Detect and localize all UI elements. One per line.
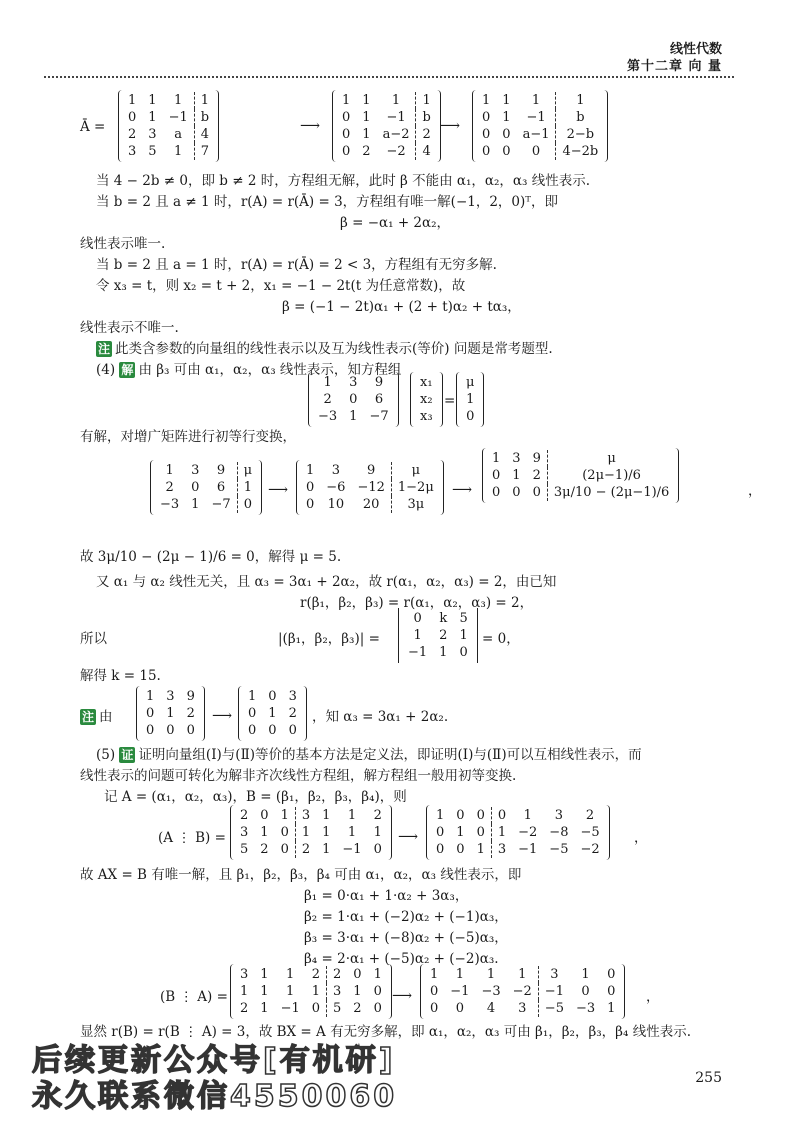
matrix-n3 (482, 448, 679, 507)
matrix-cell: 0 (482, 144, 491, 159)
matrix-cell: 1 (275, 807, 296, 824)
text-line: 线性表示不唯一. (80, 320, 179, 336)
matrix-cell: 9 (527, 450, 548, 467)
matrix-cell: 3 (349, 375, 358, 390)
matrix-cell: 1 (322, 842, 331, 857)
matrix-cell: 0 (527, 484, 548, 501)
matrix-cell: 1 (301, 825, 311, 840)
matrix-cell: 1 (455, 967, 464, 982)
matrix-cell: −3 (481, 984, 501, 999)
matrix-cell: 0 (349, 392, 358, 407)
matrix-cell: μ (466, 375, 475, 390)
matrix-cell: −6 (326, 480, 346, 495)
matrix-cell: −3 (318, 409, 338, 424)
matrix-cell: 1 (200, 93, 210, 108)
matrix-cell: 2 (323, 392, 332, 407)
matrix-cell: 0 (243, 497, 252, 512)
matrix-cell: 1 (260, 967, 269, 982)
matrix-cell: −1 (280, 1001, 300, 1016)
matrix-cell: 3 (507, 1000, 539, 1017)
arrow-icon: ⟶ (398, 829, 419, 845)
arrow-icon: ⟶ (452, 482, 473, 498)
system-x-vector (410, 372, 443, 431)
system-b-vector (456, 372, 484, 431)
matrix-cell: 0 (306, 1000, 327, 1017)
formula-line: β₃ = 3·α₁ + (−8)α₂ + (−5)α₃， (304, 930, 508, 946)
matrix-cell: 1 (517, 92, 556, 109)
matrix-cell: −3 (160, 497, 180, 512)
matrix-ab1 (230, 805, 392, 864)
matrix-cell: 1 (471, 841, 492, 858)
matrix-cell: 0 (306, 480, 315, 495)
matrix-m1 (118, 90, 219, 166)
matrix-cell: 3 (512, 451, 521, 466)
proof-badge: 证 (121, 748, 134, 762)
matrix-cell: −7 (369, 409, 389, 424)
arrow-icon: ⟶ (440, 118, 461, 134)
matrix-cell: (2μ−1)/6 (582, 468, 641, 483)
matrix-cell: a (163, 126, 195, 143)
det-lhs: |(β₁，β₂，β₃)| = (278, 631, 380, 647)
arrow-icon: ⟶ (212, 708, 233, 724)
matrix-cell: 1 (165, 463, 174, 478)
matrix-cell: 0 (456, 808, 465, 823)
matrix-cell: 1 (459, 628, 468, 643)
note-badge: 注 (82, 710, 95, 724)
matrix-cell: −2 (518, 825, 538, 840)
note2-pre: 由 (99, 709, 113, 725)
matrix-cell: b (200, 110, 210, 125)
matrix-cell: 1 (260, 984, 269, 999)
matrix-cell: −2 (377, 143, 416, 160)
matrix-cell: a−1 (517, 126, 556, 143)
matrix-cell: 0 (342, 110, 351, 125)
text-line: 故 3μ/10 − (2μ − 1)/6 = 0，解得 μ = 5. (80, 549, 342, 565)
matrix-cell: 3 (148, 127, 157, 142)
matrix-cell: 0 (581, 984, 590, 999)
matrix-cell: 1 (502, 93, 511, 108)
header-divider (44, 76, 734, 78)
matrix-cell: −1 (342, 842, 362, 857)
matrix-cell: 9 (205, 462, 237, 479)
note-line (96, 340, 553, 358)
matrix-cell: 1 (248, 689, 257, 704)
part5-label: (5) (96, 747, 116, 763)
matrix-cell: −5 (544, 1001, 564, 1016)
matrix-cell: 2 (240, 1001, 249, 1016)
matrix-cell: 3 (166, 689, 175, 704)
matrix-nt2 (238, 686, 307, 745)
matrix-cell: 1 (148, 93, 157, 108)
matrix-cell: 1 (362, 127, 371, 142)
formula-line: β = −α₁ + 2α₂， (340, 215, 451, 231)
matrix-cell: −8 (549, 825, 569, 840)
matrix-n1 (150, 460, 262, 519)
solution-badge: 解 (121, 363, 134, 377)
matrix-cell: 1 (492, 451, 501, 466)
ab-lhs: (A ⋮ B) = (158, 830, 226, 846)
note-badge: 注 (98, 342, 111, 356)
matrix-m3 (472, 90, 608, 166)
matrix-cell: 0 (342, 127, 351, 142)
matrix-cell: 1 (413, 628, 422, 643)
note2-prefix (80, 708, 113, 726)
text-line: 当 b = 2 且 a = 1 时，r(A) = r(Ā) = 2 < 3，方程组有无穷多解. (96, 257, 497, 273)
matrix-cell: 2 (186, 706, 195, 721)
matrix-cell: 1 (268, 706, 277, 721)
matrix-cell: −5 (580, 825, 600, 840)
matrix-cell: 1 (512, 468, 521, 483)
det-rhs: = 0， (482, 631, 520, 647)
text-line: 又 α₁ 与 α₂ 线性无关，且 α₃ = 3α₁ + 2α₂，故 r(α₁，α₂，α₃) = 2，由已知 (96, 574, 557, 590)
matrix-n2 (296, 460, 444, 519)
matrix-cell: 5 (148, 144, 157, 159)
matrix-cell: 1 (482, 93, 491, 108)
matrix-cell: 1 (486, 967, 496, 982)
matrix-cell: 2 (585, 808, 595, 823)
matrix-cell: 2 (362, 144, 371, 159)
abar-label: Ā = (80, 119, 106, 135)
text-line: 线性表示唯一. (80, 236, 166, 252)
formula-line: β₂ = 1·α₁ + (−2)α₂ + (−1)α₃， (304, 909, 508, 925)
matrix-cell: 0 (353, 967, 362, 982)
matrix-cell: 2 (373, 808, 382, 823)
matrix-cell: 1 (507, 966, 539, 983)
matrix-cell: 0 (482, 127, 491, 142)
matrix-cell: 1 (243, 480, 252, 495)
matrix-cell: 0 (430, 984, 439, 999)
matrix-cell: 0 (275, 824, 296, 841)
matrix-m2 (332, 90, 441, 166)
header-book-title: 线性代数 (669, 42, 722, 57)
matrix-cell: 3 (331, 463, 340, 478)
equals-sign: = (444, 393, 456, 409)
matrix-cell: 2 (439, 628, 448, 643)
matrix-cell: 1 (430, 967, 439, 982)
matrix-cell: 1 (581, 967, 590, 982)
matrix-cell: 2 (240, 808, 249, 823)
matrix-cell: 0 (248, 706, 257, 721)
matrix-cell: 1 (466, 392, 475, 407)
matrix-cell: 0 (128, 110, 137, 125)
matrix-cell: 0 (248, 723, 257, 738)
matrix-cell: 0 (342, 144, 351, 159)
matrix-cell: μ (243, 463, 253, 478)
matrix-cell: 1 (362, 93, 371, 108)
formula-line: β = (−1 − 2t)α₁ + (2 + t)α₂ + tα₃， (282, 299, 521, 315)
matrix-cell: −1 (163, 109, 195, 126)
matrix-ba2 (420, 964, 625, 1023)
text-line: 显然 r(B) = r(B ⋮ A) = 3，故 BX = A 有无穷多解，即 α₁，α₂，α₃ 可由 β₁，β₂，β₃，β₄ 线性表示. (80, 1024, 691, 1040)
matrix-cell: 0 (186, 723, 195, 738)
comma: ， (646, 989, 660, 1005)
matrix-cell: 2 (422, 127, 431, 142)
matrix-cell: 3 (497, 842, 507, 857)
matrix-cell: 9 (186, 689, 195, 704)
matrix-cell: −2 (507, 983, 539, 1000)
matrix-cell: 1 (456, 825, 465, 840)
matrix-cell: 0 (607, 984, 616, 999)
matrix-cell: 1 (342, 93, 351, 108)
matrix-cell: 1 (349, 409, 358, 424)
matrix-cell: 0 (413, 611, 422, 626)
text-line: 所以 (80, 631, 107, 647)
matrix-cell: 3 (240, 967, 249, 982)
matrix-cell: 1 (373, 967, 382, 982)
matrix-cell: 0 (492, 468, 501, 483)
matrix-cell: 0 (146, 723, 155, 738)
matrix-cell: −1 (408, 645, 428, 660)
matrix-cell: b (576, 110, 585, 125)
matrix-cell: μ (411, 463, 421, 478)
matrix-cell: 7 (200, 144, 210, 159)
matrix-cell: 1 (240, 984, 249, 999)
matrix-cell: 0 (373, 1001, 382, 1016)
matrix-cell: x₁ (420, 375, 433, 390)
matrix-cell: 2−b (566, 127, 595, 142)
arrow-icon: ⟶ (268, 482, 289, 498)
watermark-line-1: 后续更新公众号[有机研] (32, 1043, 396, 1078)
matrix-cell: 0 (436, 842, 445, 857)
matrix-cell: 6 (205, 479, 237, 496)
formula-line: r(β₁，β₂，β₃) = r(α₁，α₂，α₃) = 2， (300, 595, 534, 611)
matrix-cell: x₃ (420, 409, 433, 424)
matrix-cell: 2 (301, 842, 311, 857)
arrow-icon: ⟶ (392, 988, 413, 1004)
comma: ， (748, 483, 762, 499)
matrix-cell: 5 (240, 842, 249, 857)
matrix-ba1 (230, 964, 392, 1023)
matrix-cell: −1 (517, 109, 556, 126)
part4-text: 由 β₃ 可由 α₁，α₂，α₃ 线性表示，知方程组 (138, 362, 402, 378)
ba-lhs: (B ⋮ A) = (160, 989, 228, 1005)
matrix-cell: 1 (148, 110, 157, 125)
matrix-cell: 6 (374, 392, 384, 407)
matrix-cell: −1 (544, 984, 564, 999)
matrix-cell: 1 (373, 825, 382, 840)
text-line: 故 AX = B 有唯一解，且 β₁，β₂，β₃，β₄ 可由 α₁，α₂，α₃ 线性表示，即 (80, 867, 522, 883)
matrix-cell: 0 (459, 645, 468, 660)
matrix-cell: 0 (260, 808, 269, 823)
matrix-cell: a−2 (377, 126, 416, 143)
matrix-cell: 3 (191, 463, 200, 478)
matrix-cell: 0 (497, 808, 507, 823)
matrix-cell: 0 (492, 485, 501, 500)
matrix-cell: 3 (301, 808, 311, 823)
system-coef-matrix (308, 372, 399, 431)
matrix-cell: 0 (466, 409, 475, 424)
matrix-cell: 1 (286, 984, 295, 999)
matrix-cell: −12 (351, 479, 391, 496)
formula-line: β₁ = 0·α₁ + 1·α₂ + 3α₃， (304, 888, 469, 904)
matrix-cell: 1 (146, 689, 155, 704)
text-line: 当 b = 2 且 a ≠ 1 时，r(A) = r(Ā) = 3，方程组有唯一解(−1，2，0)ᵀ，即 (96, 194, 558, 210)
matrix-cell: 1 (260, 1001, 269, 1016)
matrix-cell: 0 (288, 723, 297, 738)
matrix-cell: 1 (502, 110, 511, 125)
matrix-cell: 1 (286, 967, 295, 982)
matrix-cell: 1 (523, 808, 532, 823)
matrix-cell: 1 (306, 983, 327, 1000)
matrix-cell: 1 (306, 463, 315, 478)
matrix-cell: 0 (268, 689, 277, 704)
matrix-cell: 9 (374, 375, 384, 390)
matrix-cell: 0 (430, 1001, 439, 1016)
matrix-cell: 1 (323, 375, 332, 390)
matrix-cell: 3 (240, 825, 249, 840)
page-number: 255 (695, 1070, 722, 1086)
text-line: 令 x₃ = t，则 x₂ = t + 2，x₁ = −1 − 2t(t 为任意常数)，故 (96, 278, 466, 294)
matrix-cell: 4 (486, 1001, 496, 1016)
matrix-cell: 3 (288, 689, 297, 704)
matrix-cell: μ (607, 451, 616, 466)
part4-label: (4) (96, 362, 116, 378)
matrix-cell: 1 (322, 825, 331, 840)
matrix-cell: 10 (327, 497, 345, 512)
matrix-cell: 1 (322, 808, 331, 823)
matrix-cell: 3 (128, 144, 137, 159)
matrix-cell: 0 (455, 1001, 464, 1016)
matrix-cell: 1 (607, 1001, 616, 1016)
determinant (398, 608, 478, 667)
matrix-cell: −1 (518, 842, 538, 857)
matrix-cell: 0 (275, 841, 296, 858)
matrix-cell: 4 (200, 127, 210, 142)
matrix-cell: 1 (436, 808, 445, 823)
matrix-cell: 3 (554, 808, 564, 823)
matrix-cell: 2 (165, 480, 174, 495)
matrix-cell: 2 (333, 967, 342, 982)
part5-line (96, 746, 642, 764)
matrix-cell: 0 (373, 984, 382, 999)
matrix-cell: −3 (575, 1001, 596, 1016)
matrix-cell: 3μ/10 − (2μ−1)/6 (553, 485, 670, 500)
matrix-cell: 20 (351, 496, 391, 513)
matrix-cell: b (422, 110, 431, 125)
matrix-cell: 0 (306, 497, 315, 512)
matrix-cell: 1 (128, 93, 137, 108)
matrix-ab2 (426, 805, 610, 864)
note2-post: ，知 α₃ = 3α₁ + 2α₂. (312, 709, 449, 725)
matrix-cell: 1 (347, 825, 357, 840)
matrix-cell: 0 (471, 824, 492, 841)
matrix-cell: 3 (550, 967, 559, 982)
comma: ， (634, 830, 648, 846)
matrix-cell: 0 (456, 842, 465, 857)
matrix-cell: 1 (422, 93, 431, 108)
matrix-cell: 2 (353, 1001, 362, 1016)
matrix-cell: −7 (205, 496, 237, 513)
matrix-cell: 5 (459, 611, 468, 626)
matrix-cell: 2 (288, 706, 297, 721)
matrix-cell: 4−2b (562, 144, 599, 159)
matrix-cell: −1 (377, 109, 416, 126)
matrix-cell: 1 (163, 92, 195, 109)
header-chapter: 第十二章 向 量 (626, 59, 722, 74)
matrix-cell: 2 (527, 467, 548, 484)
matrix-cell: x₂ (420, 392, 433, 407)
matrix-cell: 1 (191, 497, 200, 512)
matrix-cell: k (439, 611, 448, 626)
matrix-cell: 3 (333, 984, 342, 999)
matrix-cell: 0 (607, 967, 616, 982)
matrix-cell: 0 (146, 706, 155, 721)
matrix-cell: 1 (576, 93, 585, 108)
matrix-cell: −2 (580, 842, 600, 857)
matrix-cell: 1 (377, 92, 416, 109)
matrix-cell: 3μ (407, 497, 425, 512)
matrix-cell: 5 (333, 1001, 342, 1016)
text-line: 解得 k = 15. (80, 668, 161, 684)
matrix-cell: 0 (268, 723, 277, 738)
matrix-cell: 2 (306, 966, 327, 983)
arrow-icon: ⟶ (300, 118, 321, 134)
matrix-cell: 0 (191, 480, 200, 495)
matrix-nt1 (136, 686, 205, 745)
matrix-cell: 0 (436, 825, 445, 840)
matrix-cell: 0 (482, 110, 491, 125)
formula-line: β₄ = 2·α₁ + (−5)α₂ + (−2)α₃. (304, 951, 499, 967)
text-line: 线性表示的问题可转化为解非齐次线性方程组，解方程组一般用初等变换. (80, 768, 517, 784)
matrix-cell: 1 (260, 825, 269, 840)
matrix-cell: 1 (347, 808, 357, 823)
matrix-cell: 2 (260, 842, 269, 857)
part5-text: 证明向量组(Ⅰ)与(Ⅱ)等价的基本方法是定义法，即证明(Ⅰ)与(Ⅱ)可以互相线性表示，而 (138, 747, 642, 763)
matrix-cell: 9 (351, 462, 391, 479)
matrix-cell: 1−2μ (397, 480, 434, 495)
matrix-cell: 1 (353, 984, 362, 999)
matrix-cell: 1 (163, 143, 195, 160)
watermark-line-2: 永久联系微信4550060 (32, 1079, 398, 1114)
matrix-cell: 0 (502, 144, 511, 159)
text-line: 记 A = (α₁，α₂，α₃)，B = (β₁，β₂，β₃，β₄)，则 (104, 789, 407, 805)
text-line: 当 4 − 2b ≠ 0，即 b ≠ 2 时，方程组无解，此时 β 不能由 α₁，α₂，α₃ 线性表示. (96, 173, 591, 189)
matrix-cell: 0 (471, 807, 492, 824)
matrix-cell: 0 (166, 723, 175, 738)
matrix-cell: 2 (128, 127, 137, 142)
matrix-cell: 0 (373, 842, 382, 857)
matrix-cell: 1 (439, 645, 448, 660)
matrix-cell: −1 (450, 984, 470, 999)
matrix-cell: 1 (166, 706, 175, 721)
matrix-cell: 1 (362, 110, 371, 125)
text-line: 有解，对增广矩阵进行初等行变换， (80, 429, 296, 445)
matrix-cell: −5 (549, 842, 569, 857)
matrix-cell: 4 (422, 144, 431, 159)
matrix-cell: 0 (502, 127, 511, 142)
matrix-cell: 0 (517, 143, 556, 160)
matrix-cell: 0 (512, 485, 521, 500)
note-text: 此类含参数的向量组的线性表示以及互为线性表示(等价) 问题是常考题型. (115, 341, 553, 357)
matrix-cell: 1 (497, 825, 507, 840)
